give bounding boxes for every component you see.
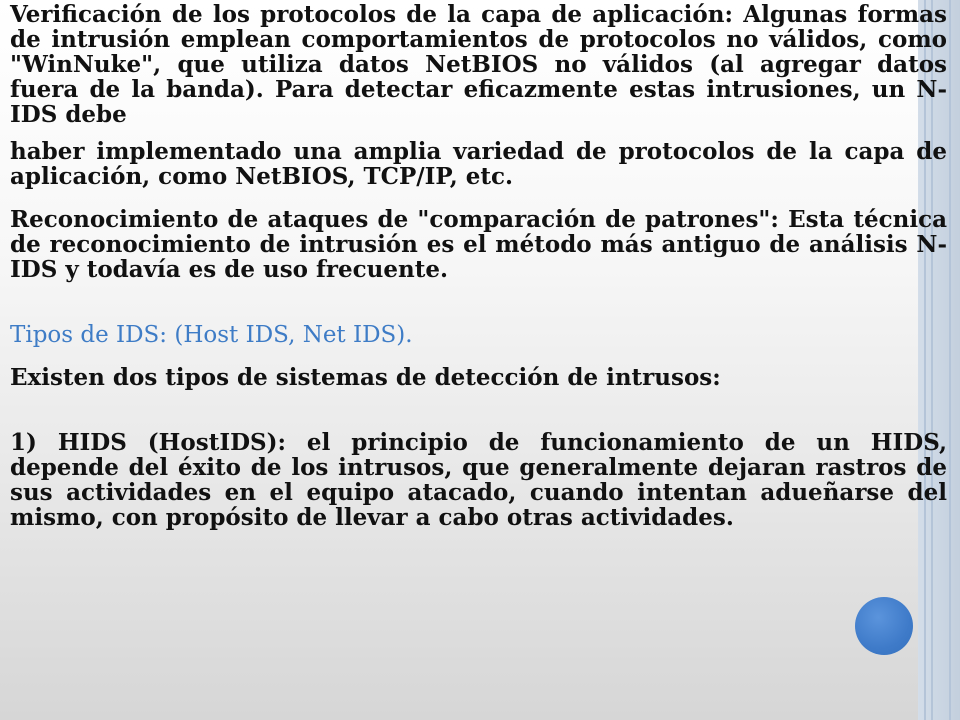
slide-body — [10, 0, 947, 530]
paragraph-protocol-continuation: haber implementado una amplia variedad de protocolos de la capa de aplicación, como NetBIOS, TCP/IP, etc. — [10, 138, 947, 190]
paragraph-ids-types-intro: Existen dos tipos de sistemas de detección de intrusos: — [10, 364, 721, 391]
paragraph-pattern-matching: Reconocimiento de ataques de "comparación de patrones": Esta técnica de reconocimiento de intrusión es el método más antiguo de análisis N-IDS y todavía es de uso frecuente. — [10, 206, 947, 283]
paragraph-protocol-verification: Verificación de los protocolos de la capa de aplicación: Algunas formas de intrusión emplean comportamientos de protocolos no válidos, como "WinNuke", que utiliza datos NetBIOS no válidos (al agregar datos fuera de la banda). Para detectar eficazmente estas intrusiones, un N-IDS debe — [10, 1, 947, 128]
paragraph-hids: 1) HIDS (HostIDS): el principio de funcionamiento de un HIDS, depende del éxito de los intrusos, que generalmente dejaran rastros de sus actividades en el equipo atacado, cuando intentan adueñarse del mismo, con propósito de llevar a cabo otras actividades. — [10, 429, 947, 531]
section-heading: Tipos de IDS: (Host IDS, Net IDS). — [10, 322, 413, 348]
accent-circle-decoration — [855, 597, 913, 655]
side-decoration-line — [949, 0, 951, 720]
